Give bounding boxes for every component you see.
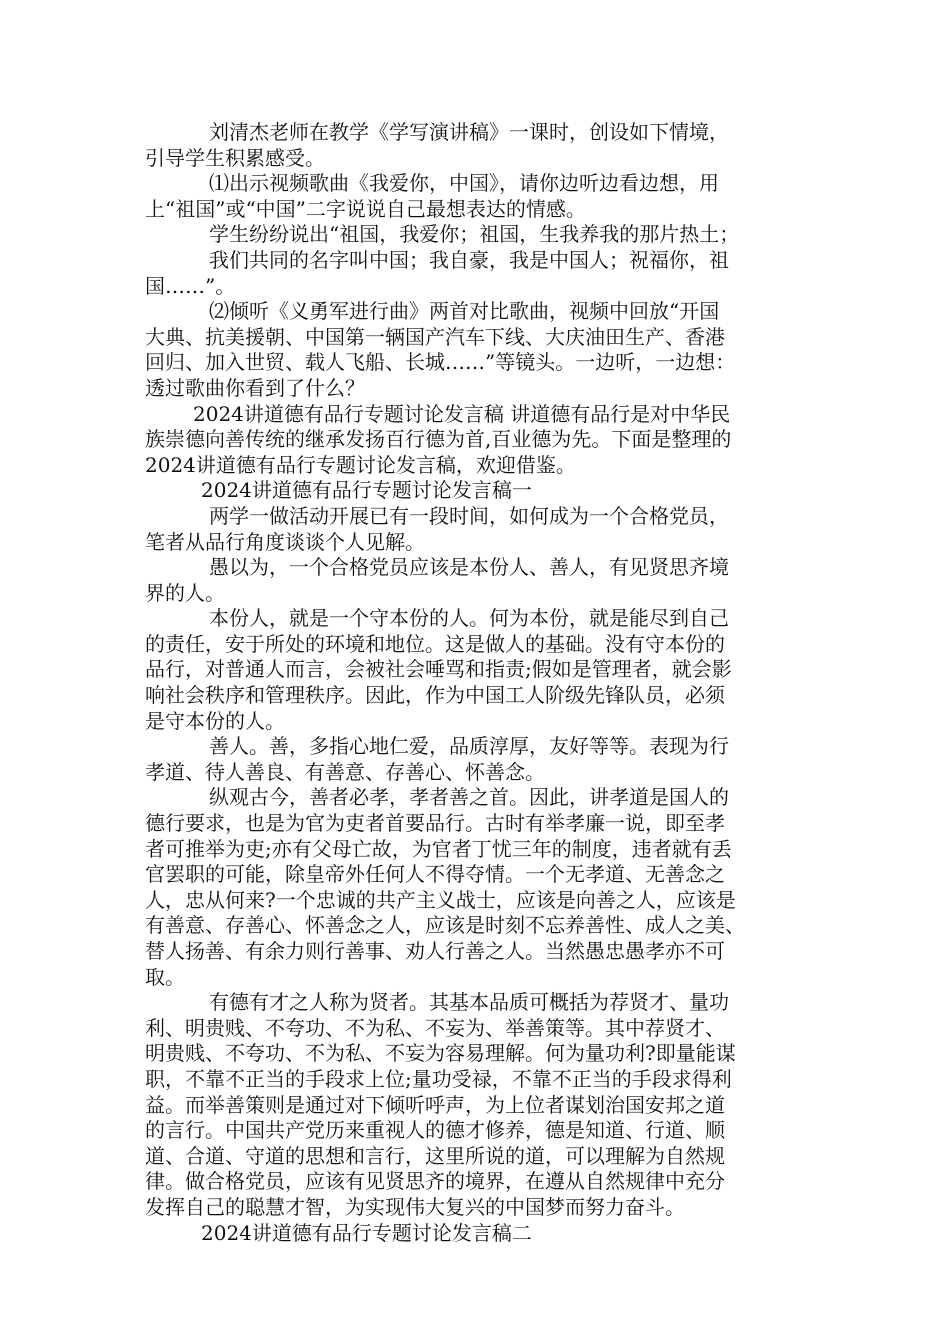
paragraph-line: 道、合道、守道的思想和言行，这里所说的道，可以理解为自然规 [145,1143,725,1168]
paragraph-line: 上“祖国”或“中国”二字说说自己最想表达的情感。 [145,196,586,221]
paragraph-line: 人，忠从何来?一个忠诚的共产主义战士，应该是向善之人，应该是 [145,887,736,912]
paragraph-line: 德行要求，也是为官为吏者首要品行。古时有举孝廉一说，即至孝 [145,811,725,836]
paragraph-line: 律。做合格党员，应该有见贤思齐的境界，在遵从自然规律中充分 [145,1169,725,1194]
section-heading: 2024讲道德有品行专题讨论发言稿二 [201,1220,532,1245]
paragraph-line: 引导学生积累感受。 [145,145,325,170]
paragraph-line: 明贵贱、不夸功、不为私、不妄为容易理解。何为量功利?即量能谋 [145,1041,736,1066]
paragraph-line: 利、明贵贱、不夸功、不为私、不妄为、举善策等。其中荐贤才、 [145,1015,725,1040]
paragraph-line: 学生纷纷说出“祖国，我爱你；祖国，生我养我的那片热土； [209,222,740,247]
document-body [145,120,825,1246]
paragraph-line: 有德有才之人称为贤者。其基本品质可概括为荐贤才、量功 [209,990,729,1015]
paragraph-line: 本份人，就是一个守本份的人。何为本份，就是能尽到自己 [209,606,729,631]
paragraph-line: 发挥自己的聪慧才智，为实现伟大复兴的中国梦而努力奋斗。 [145,1194,685,1219]
paragraph-line: ⑴出示视频歌曲《我爱你，中国》，请你边听边看边想，用 [209,171,719,196]
paragraph-line: 益。而举善策则是通过对下倾听呼声，为上位者谋划治国安邦之道 [145,1092,725,1117]
paragraph-line: 2024讲道德有品行专题讨论发言稿，欢迎借鉴。 [145,452,576,477]
paragraph-line: 族崇德向善传统的继承发扬百行德为首,百业德为先。下面是整理的 [145,427,732,452]
paragraph-line: 响社会秩序和管理秩序。因此，作为中国工人阶级先锋队员，必须 [145,683,725,708]
paragraph-line: 纵观古今，善者必孝，孝者善之首。因此，讲孝道是国人的 [209,785,729,810]
paragraph-line: 大典、抗美援朝、中国第一辆国产汽车下线、大庆油田生产、香港 [145,324,725,349]
paragraph-line: 官罢职的可能，除皇帝外任何人不得夺情。一个无孝道、无善念之 [145,862,725,887]
section-heading: 2024讲道德有品行专题讨论发言稿一 [201,478,532,503]
paragraph-line: 是守本份的人。 [145,708,285,733]
paragraph-line: 取。 [145,964,185,989]
paragraph-line: 替人扬善、有余力则行善事、劝人行善之人。当然愚忠愚孝亦不可 [145,939,725,963]
paragraph-line: 善人。善，多指心地仁爱，品质淳厚，友好等等。表现为行 [209,734,729,759]
paragraph-line: 我们共同的名字叫中国；我自豪，我是中国人；祝福你，祖 [209,247,729,272]
paragraph-line: 的言行。中国共产党历来重视人的德才修养，德是知道、行道、顺 [145,1118,725,1143]
paragraph-line: 透过歌曲你看到了什么？ [145,375,365,400]
paragraph-line: 两学一做活动开展已有一段时间，如何成为一个合格党员， [209,503,729,528]
paragraph-line: 刘清杰老师在教学《学写演讲稿》一课时，创设如下情境， [209,120,729,144]
paragraph-line: 孝道、待人善良、有善意、存善心、怀善念。 [145,759,545,784]
paragraph-line: 愚以为，一个合格党员应该是本份人、善人，有见贤思齐境 [209,555,729,580]
paragraph-line: ⑵倾听《义勇军进行曲》两首对比歌曲，视频中回放“开国 [209,299,720,324]
paragraph-line: 回归、加入世贸、载人飞船、长城……”等镜头。一边听，一边想： [145,350,736,375]
paragraph-line: 国……”。 [145,273,236,298]
paragraph-line: 有善意、存善心、怀善念之人，应该是时刻不忘养善性、成人之美、 [145,913,745,938]
paragraph-line: 品行，对普通人而言，会被社会唾骂和指责;假如是管理者，就会影 [145,657,732,682]
paragraph-line: 者可推举为吏;亦有父母亡故，为官者丁忧三年的制度，违者就有丢 [145,836,732,861]
paragraph-line: 2024讲道德有品行专题讨论发言稿 讲道德有品行是对中华民 [193,401,731,426]
paragraph-line: 职，不靠不正当的手段求上位;量功受禄，不靠不正当的手段求得利 [145,1066,732,1091]
paragraph-line: 界的人。 [145,580,225,605]
paragraph-line: 笔者从品行角度谈谈个人见解。 [145,529,425,554]
paragraph-line: 的责任，安于所处的环境和地位。这是做人的基础。没有守本份的 [145,631,725,656]
